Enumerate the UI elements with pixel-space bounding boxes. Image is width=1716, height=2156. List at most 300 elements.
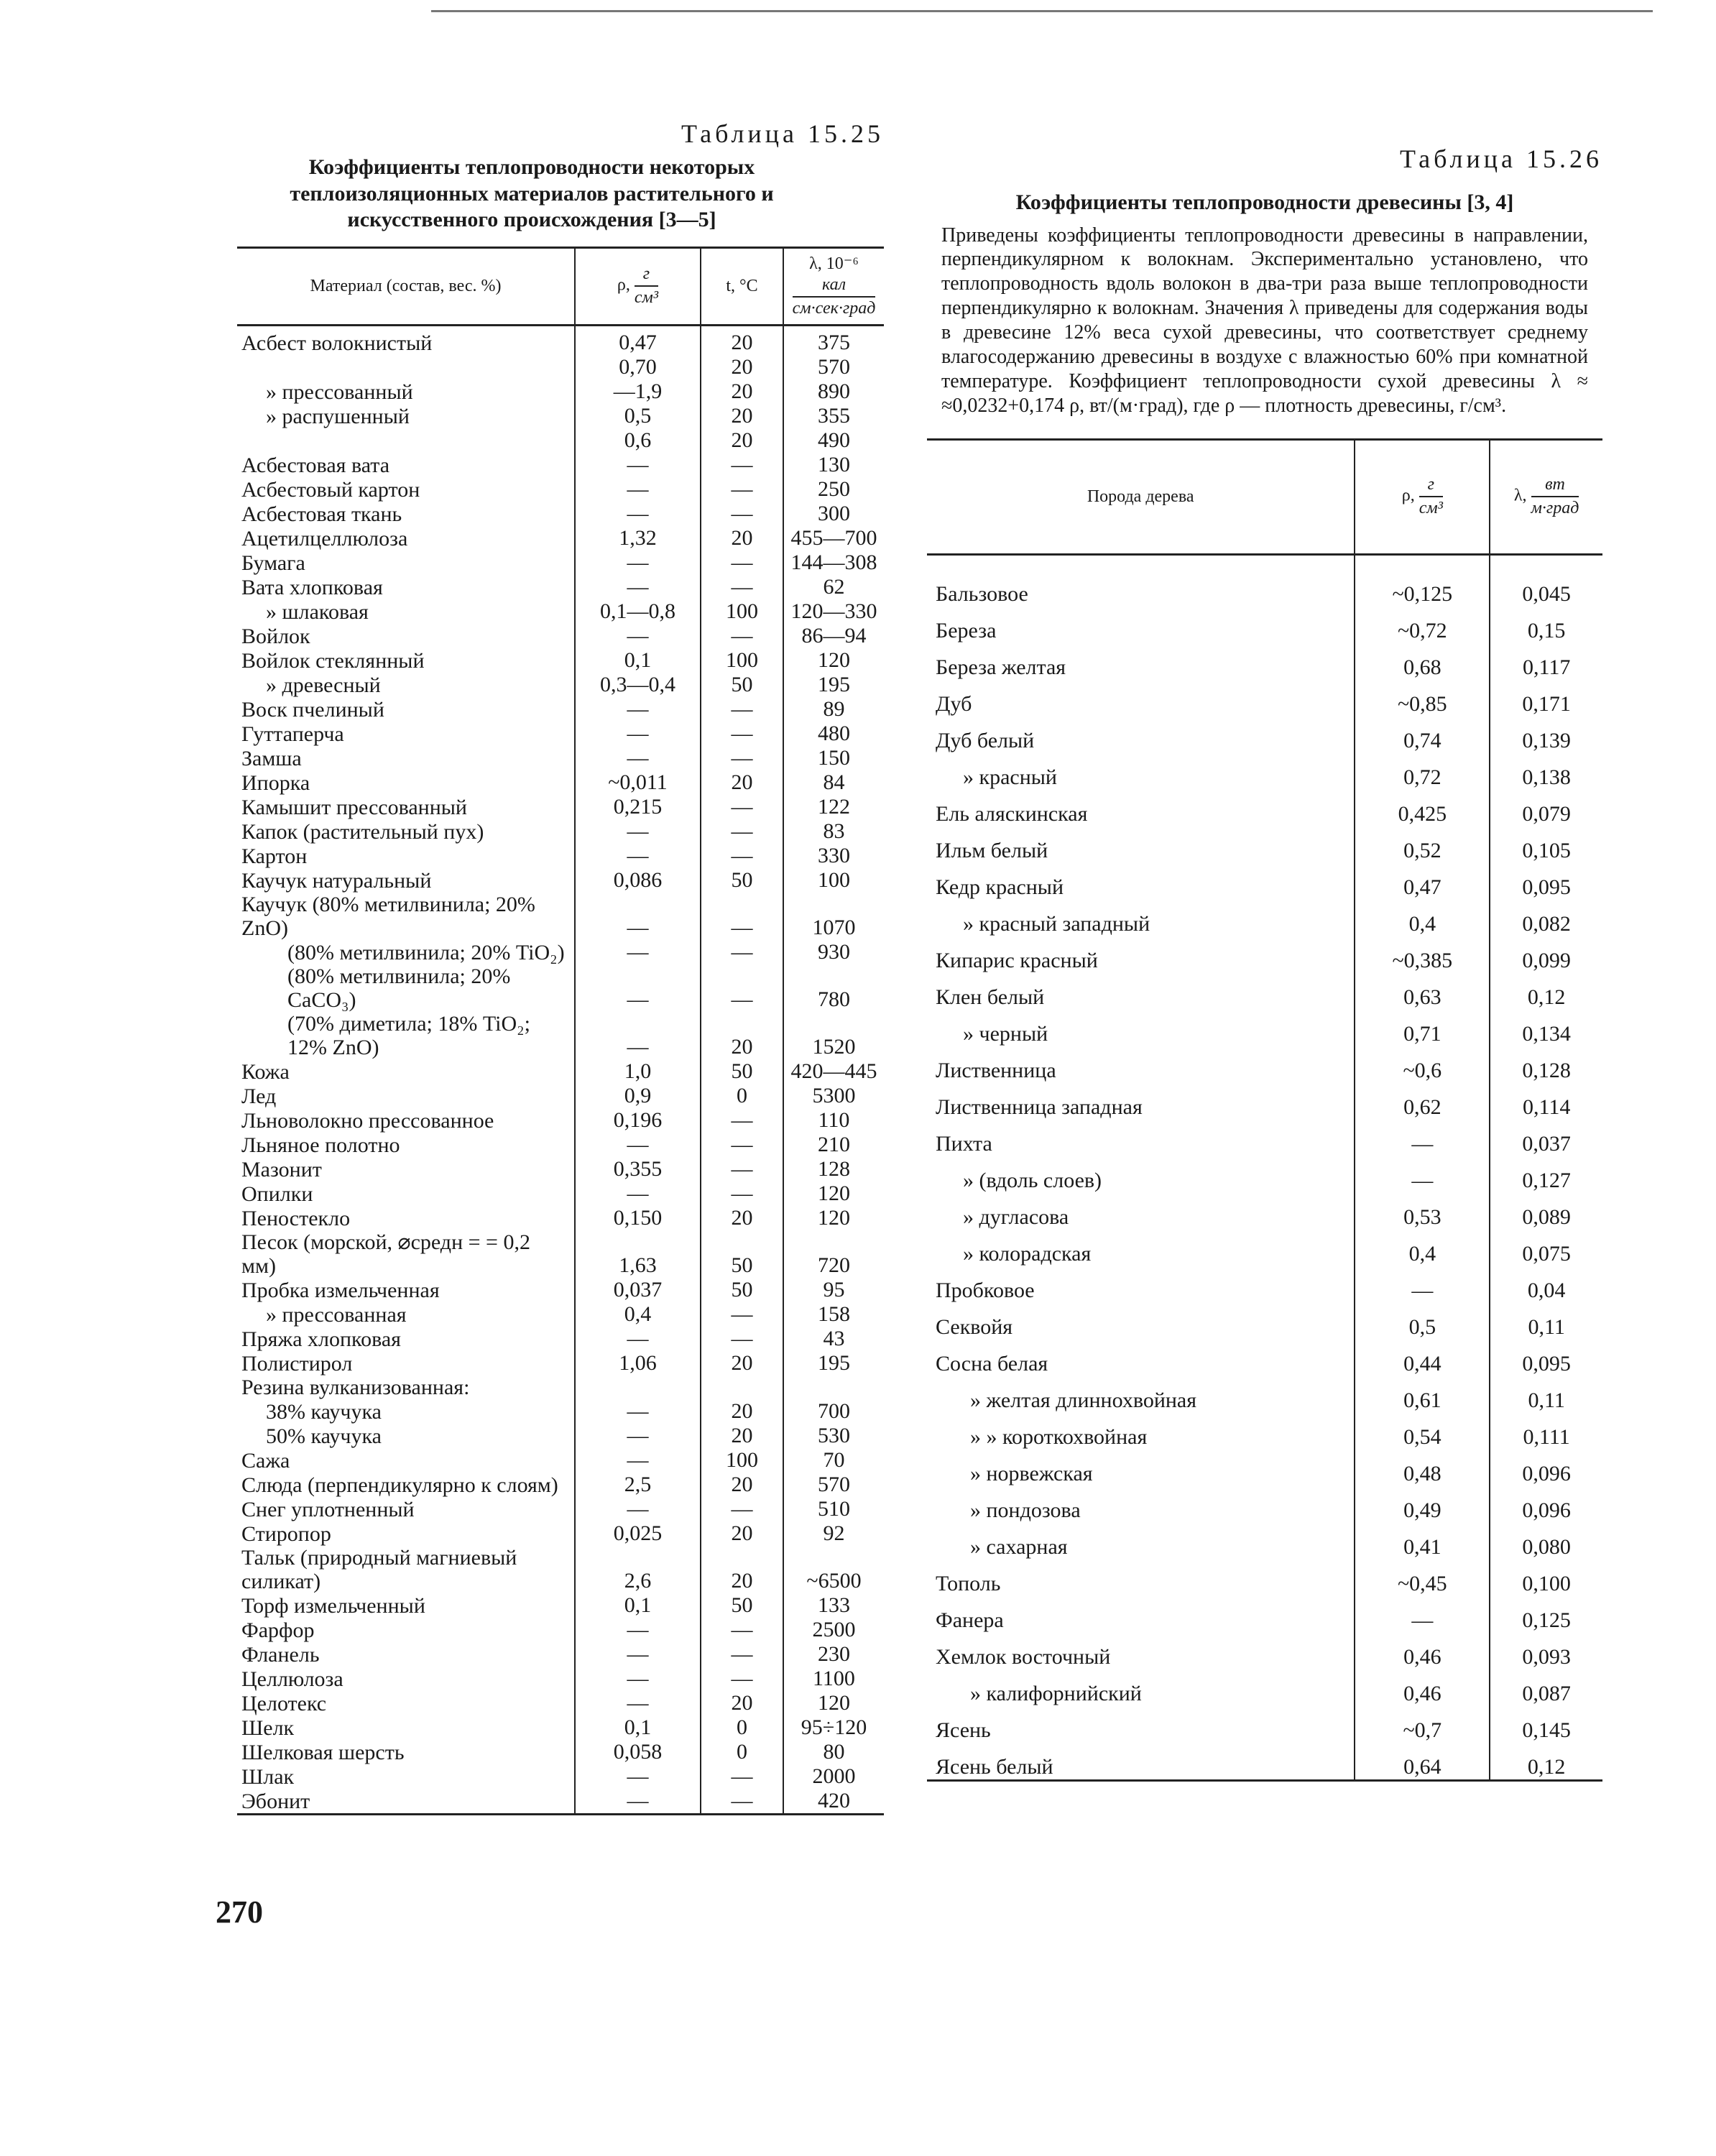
density-value: — xyxy=(575,964,701,1012)
wood-species-name: Сосна белая xyxy=(936,1351,1048,1376)
table-row xyxy=(237,1764,884,1789)
table-row xyxy=(237,404,884,428)
conductivity-value: 0,138 xyxy=(1490,753,1602,790)
table-row xyxy=(237,355,884,379)
table-row xyxy=(927,1669,1602,1706)
table-row xyxy=(927,1230,1602,1266)
conductivity-value: 130 xyxy=(783,453,884,477)
wood-species-name: Дуб xyxy=(936,691,972,716)
temperature-value: 20 xyxy=(701,428,783,453)
material-name xyxy=(237,428,575,453)
temperature-value: 100 xyxy=(701,648,783,673)
table-row xyxy=(927,1486,1602,1523)
conductivity-value: 420 xyxy=(783,1789,884,1815)
table-15-25-section xyxy=(237,119,884,1815)
conductivity-value: 0,111 xyxy=(1490,1413,1602,1450)
temperature-value: — xyxy=(701,453,783,477)
wood-species-name: Лиственница xyxy=(936,1058,1056,1082)
conductivity-value: 0,12 xyxy=(1490,973,1602,1010)
material-name: Резина вулканизованная: xyxy=(241,1376,470,1400)
table-row xyxy=(237,1593,884,1618)
density-value: 0,3—0,4 xyxy=(575,673,701,697)
table-row xyxy=(237,379,884,404)
wood-species-name: » (вдоль слоев) xyxy=(963,1168,1102,1192)
density-value: 0,71 xyxy=(1355,1010,1490,1046)
table-row xyxy=(927,1413,1602,1450)
conductivity-value: 0,082 xyxy=(1490,900,1602,936)
material-name: » прессованная xyxy=(266,1303,407,1327)
temperature-value: — xyxy=(701,1618,783,1642)
conductivity-value: 1100 xyxy=(783,1667,884,1691)
table-title: Коэффициенты теплопроводности некоторых теплоизоляционных материалов растительного и искусственного происхождения [3—5] xyxy=(290,155,774,232)
density-value: 0,44 xyxy=(1355,1340,1490,1376)
conductivity-value: 0,095 xyxy=(1490,863,1602,900)
density-value: — xyxy=(575,1618,701,1642)
conductivity-value: 86—94 xyxy=(783,624,884,648)
wood-species-name: Секвойя xyxy=(936,1314,1013,1339)
density-value: — xyxy=(575,502,701,526)
temperature-value: — xyxy=(701,1302,783,1327)
wood-species-name: » желтая длиннохвойная xyxy=(970,1388,1197,1412)
density-value: 0,058 xyxy=(575,1740,701,1764)
temperature-value: 100 xyxy=(701,1448,783,1473)
material-name: » древесный xyxy=(266,673,381,698)
temperature-value: — xyxy=(701,722,783,746)
material-name: Пряжа хлопковая xyxy=(241,1327,401,1352)
table-row xyxy=(927,1450,1602,1486)
table-row xyxy=(927,1303,1602,1340)
insulation-materials-table xyxy=(237,247,884,1815)
material-name: Стиропор xyxy=(241,1522,331,1547)
density-value: — xyxy=(575,1424,701,1448)
density-unit-fraction: $\frac{г}{\text{см³}}$ xyxy=(1419,474,1443,518)
material-name: Войлок стеклянный xyxy=(241,649,425,673)
conductivity-value: 0,11 xyxy=(1490,1303,1602,1340)
temperature-value: 20 xyxy=(701,326,783,356)
conductivity-value: 0,15 xyxy=(1490,607,1602,643)
table-row xyxy=(237,1059,884,1084)
table-row xyxy=(927,554,1602,607)
conductivity-value: 120 xyxy=(783,648,884,673)
density-value: — xyxy=(575,1133,701,1157)
material-name: Слюда (перпендикулярно к слоям) xyxy=(241,1473,558,1498)
density-value: ~0,7 xyxy=(1355,1706,1490,1743)
temperature-value: 0 xyxy=(701,1740,783,1764)
density-value: 0,1 xyxy=(575,1715,701,1740)
density-value: — xyxy=(575,1327,701,1351)
density-value: 0,355 xyxy=(575,1157,701,1181)
table-row xyxy=(927,1706,1602,1743)
material-name xyxy=(237,355,575,379)
material-name: (80% метилвинила; 20% CaCO₃) xyxy=(287,964,511,1013)
conductivity-value: 0,114 xyxy=(1490,1083,1602,1120)
table-row xyxy=(237,1691,884,1715)
material-name: (70% диметила; 18% TiO₂; 12% ZnO) xyxy=(287,1012,530,1060)
table-row xyxy=(237,795,884,819)
wood-species-name: Фанера xyxy=(936,1608,1004,1632)
density-value: 0,4 xyxy=(1355,900,1490,936)
temperature-value: 20 xyxy=(701,1521,783,1546)
conductivity-value: 1520 xyxy=(783,1012,884,1059)
conductivity-value: 0,089 xyxy=(1490,1193,1602,1230)
temperature-value: 20 xyxy=(701,1473,783,1497)
temperature-value: 20 xyxy=(701,1012,783,1059)
density-value: 1,0 xyxy=(575,1059,701,1084)
temperature-value: — xyxy=(701,1789,783,1815)
table-row xyxy=(237,1157,884,1181)
conductivity-value: 0,099 xyxy=(1490,936,1602,973)
conductivity-value: 210 xyxy=(783,1133,884,1157)
conductivity-value: 0,128 xyxy=(1490,1046,1602,1083)
table-row xyxy=(237,1473,884,1497)
density-value: 0,5 xyxy=(575,404,701,428)
density-unit-fraction: $\frac{г}{\text{см³}}$ xyxy=(634,264,659,308)
conductivity-value xyxy=(783,1376,884,1399)
temperature-value: — xyxy=(701,1181,783,1206)
density-value: — xyxy=(575,1399,701,1424)
density-value: 0,46 xyxy=(1355,1669,1490,1706)
table-caption: Таблица 15.25 xyxy=(681,119,884,148)
material-name: 50% каучука xyxy=(266,1424,382,1449)
density-value: 2,6 xyxy=(575,1546,701,1593)
density-value: 0,5 xyxy=(1355,1303,1490,1340)
density-value xyxy=(575,1376,701,1399)
density-value: — xyxy=(575,550,701,575)
conductivity-value: 355 xyxy=(783,404,884,428)
conductivity-value: 195 xyxy=(783,673,884,697)
table-row xyxy=(237,1740,884,1764)
wood-species-name: Ясень белый xyxy=(936,1754,1053,1779)
temperature-value: — xyxy=(701,940,783,964)
conductivity-value: 375 xyxy=(783,326,884,356)
table-row xyxy=(237,1278,884,1302)
conductivity-value: 2000 xyxy=(783,1764,884,1789)
material-name: Эбонит xyxy=(241,1789,310,1814)
conductivity-value: 95÷120 xyxy=(783,1715,884,1740)
table-row xyxy=(927,680,1602,717)
density-value: — xyxy=(575,1448,701,1473)
material-name: Каучук натуральный xyxy=(241,869,432,893)
wood-species-name: Бальзовое xyxy=(936,581,1028,606)
table-row xyxy=(927,607,1602,643)
table-row xyxy=(237,964,884,1012)
conductivity-value: 70 xyxy=(783,1448,884,1473)
density-value: — xyxy=(575,697,701,722)
temperature-value: 20 xyxy=(701,770,783,795)
conductivity-value: 158 xyxy=(783,1302,884,1327)
temperature-value: — xyxy=(701,1133,783,1157)
conductivity-value: 144—308 xyxy=(783,550,884,575)
table-row xyxy=(927,1010,1602,1046)
conductivity-value: 0,134 xyxy=(1490,1010,1602,1046)
table-row xyxy=(927,753,1602,790)
table-row xyxy=(927,1156,1602,1193)
material-name: Фарфор xyxy=(241,1618,315,1643)
wood-species-name: » пондозова xyxy=(970,1498,1081,1522)
material-name: Пробка измельченная xyxy=(241,1279,440,1303)
table-row xyxy=(927,1046,1602,1083)
density-value: —1,9 xyxy=(575,379,701,404)
table-row xyxy=(237,1181,884,1206)
table-row xyxy=(237,1302,884,1327)
temperature-value: — xyxy=(701,502,783,526)
conductivity-value: 0,145 xyxy=(1490,1706,1602,1743)
temperature-value: — xyxy=(701,1327,783,1351)
conductivity-value: 128 xyxy=(783,1157,884,1181)
material-name: Песок (морской, ⌀средн = = 0,2 мм) xyxy=(241,1230,530,1279)
density-value: ~0,125 xyxy=(1355,554,1490,607)
table-row xyxy=(237,453,884,477)
material-name: » шлаковая xyxy=(266,600,369,625)
conductivity-value: 84 xyxy=(783,770,884,795)
density-value: 0,72 xyxy=(1355,753,1490,790)
wood-species-name: Хемлок восточный xyxy=(936,1644,1111,1669)
table-title: Коэффициенты теплопроводности древесины [3, 4] xyxy=(1015,190,1514,214)
conductivity-value: 0,171 xyxy=(1490,680,1602,717)
header-conductivity: λ, $\frac{вт}{\text{м·град}}$ xyxy=(1490,439,1602,554)
conductivity-value: 0,093 xyxy=(1490,1633,1602,1669)
conductivity-value: 530 xyxy=(783,1424,884,1448)
table-row xyxy=(237,1108,884,1133)
material-name: Замша xyxy=(241,747,302,771)
material-name: Фланель xyxy=(241,1643,320,1667)
conductivity-value: 5300 xyxy=(783,1084,884,1108)
material-name: Торф измельченный xyxy=(241,1594,425,1618)
header-density: ρ, $\frac{г}{\text{см³}}$ xyxy=(575,247,701,325)
density-value: 0,1 xyxy=(575,1593,701,1618)
material-name: Целотекс xyxy=(241,1692,327,1716)
table-row xyxy=(927,826,1602,863)
table-row xyxy=(237,746,884,770)
density-value: — xyxy=(575,1642,701,1667)
conductivity-value: 0,079 xyxy=(1490,790,1602,826)
temperature-value: 20 xyxy=(701,1424,783,1448)
material-name: Каучук (80% метилвинила; 20% ZnO) xyxy=(241,893,535,941)
wood-species-name: » красный xyxy=(963,765,1057,789)
temperature-value: — xyxy=(701,795,783,819)
header-density: ρ, $\frac{г}{\text{см³}}$ xyxy=(1355,439,1490,554)
conductivity-value: 780 xyxy=(783,964,884,1012)
table-row xyxy=(237,1521,884,1546)
insulation-materials-body xyxy=(237,326,884,1815)
conductivity-value: 110 xyxy=(783,1108,884,1133)
density-value: 0,52 xyxy=(1355,826,1490,863)
material-name: Шелк xyxy=(241,1716,295,1741)
wood-species-name: Береза xyxy=(936,618,997,642)
temperature-value: — xyxy=(701,746,783,770)
wood-species-name: » дугласова xyxy=(963,1204,1069,1229)
density-value: 0,196 xyxy=(575,1108,701,1133)
conductivity-value: 0,096 xyxy=(1490,1486,1602,1523)
table-caption: Таблица 15.26 xyxy=(1400,144,1602,173)
density-value: 0,48 xyxy=(1355,1450,1490,1486)
material-name: Асбест волокнистый xyxy=(241,331,433,356)
table-row xyxy=(237,1327,884,1351)
conductivity-value: 120 xyxy=(783,1691,884,1715)
material-name: Опилки xyxy=(241,1182,313,1207)
table-row xyxy=(237,428,884,453)
density-value: 0,74 xyxy=(1355,717,1490,753)
density-value: — xyxy=(575,819,701,844)
density-value: — xyxy=(1355,1266,1490,1303)
material-name: Пеностекло xyxy=(241,1207,351,1231)
header-species: Порода дерева xyxy=(927,439,1355,554)
conductivity-value: 930 xyxy=(783,940,884,964)
temperature-value: — xyxy=(701,893,783,940)
conductivity-value: 700 xyxy=(783,1399,884,1424)
temperature-value: — xyxy=(701,844,783,868)
table-row xyxy=(237,1351,884,1376)
material-name: Ацетилцеллюлоза xyxy=(241,527,408,551)
wood-species-name: Кедр красный xyxy=(936,875,1064,899)
temperature-value: 20 xyxy=(701,379,783,404)
table-row xyxy=(237,1399,884,1424)
table-row xyxy=(927,936,1602,973)
wood-species-name: Ель аляскинская xyxy=(936,801,1088,826)
conductivity-value: 510 xyxy=(783,1497,884,1521)
table-row xyxy=(237,1789,884,1815)
conductivity-value: 0,12 xyxy=(1490,1743,1602,1781)
conductivity-value: 570 xyxy=(783,1473,884,1497)
density-value: — xyxy=(575,1181,701,1206)
density-value: — xyxy=(575,893,701,940)
density-value: — xyxy=(575,624,701,648)
conductivity-value: 0,080 xyxy=(1490,1523,1602,1560)
table-row xyxy=(927,1743,1602,1781)
density-value: 0,025 xyxy=(575,1521,701,1546)
table-row xyxy=(927,973,1602,1010)
temperature-value: 50 xyxy=(701,1230,783,1278)
conductivity-value: 150 xyxy=(783,746,884,770)
temperature-value: — xyxy=(701,1642,783,1667)
temperature-value: — xyxy=(701,964,783,1012)
wood-conductivity-body xyxy=(927,554,1602,1780)
temperature-value: — xyxy=(701,1497,783,1521)
wood-species-name: Лиственница западная xyxy=(936,1095,1143,1119)
density-value: — xyxy=(575,940,701,964)
table-row xyxy=(927,790,1602,826)
temperature-value: 20 xyxy=(701,355,783,379)
table-row xyxy=(927,1083,1602,1120)
table-row xyxy=(237,1012,884,1059)
table-row xyxy=(237,326,884,356)
wood-species-name: Ясень xyxy=(936,1718,991,1742)
table-row xyxy=(237,1642,884,1667)
table-row xyxy=(237,673,884,697)
density-value: ~0,85 xyxy=(1355,680,1490,717)
density-value: — xyxy=(575,1497,701,1521)
table-row xyxy=(237,1448,884,1473)
temperature-value: — xyxy=(701,550,783,575)
material-name: » распушенный xyxy=(266,405,410,429)
temperature-value: — xyxy=(701,819,783,844)
density-value: ~0,72 xyxy=(1355,607,1490,643)
temperature-value: — xyxy=(701,1667,783,1691)
density-value: 1,63 xyxy=(575,1230,701,1278)
conductivity-value: 0,100 xyxy=(1490,1560,1602,1596)
conductivity-value: 455—700 xyxy=(783,526,884,550)
conductivity-value: 80 xyxy=(783,1740,884,1764)
material-name: Целлюлоза xyxy=(241,1667,343,1692)
wood-species-name: » красный западный xyxy=(963,911,1150,936)
temperature-value: 50 xyxy=(701,1059,783,1084)
conductivity-value: 120 xyxy=(783,1206,884,1230)
table-row xyxy=(927,717,1602,753)
material-name: Льняное полотно xyxy=(241,1133,400,1158)
density-value: 2,5 xyxy=(575,1473,701,1497)
table-row xyxy=(237,550,884,575)
conductivity-value: 120 xyxy=(783,1181,884,1206)
conductivity-value: 62 xyxy=(783,575,884,599)
density-value: 0,49 xyxy=(1355,1486,1490,1523)
wood-species-name: » сахарная xyxy=(970,1534,1068,1559)
table-row xyxy=(927,1120,1602,1156)
conductivity-value: 120—330 xyxy=(783,599,884,624)
wood-species-name: Пробковое xyxy=(936,1278,1035,1302)
density-value: — xyxy=(575,1789,701,1815)
conductivity-value: 570 xyxy=(783,355,884,379)
material-name: Тальк (природный магниевый силикат) xyxy=(241,1546,517,1594)
temperature-value: 50 xyxy=(701,1593,783,1618)
density-value: ~0,45 xyxy=(1355,1560,1490,1596)
temperature-value xyxy=(701,1376,783,1399)
conductivity-value: 720 xyxy=(783,1230,884,1278)
density-value: 0,425 xyxy=(1355,790,1490,826)
density-value: 0,62 xyxy=(1355,1083,1490,1120)
density-value: 0,68 xyxy=(1355,643,1490,680)
table-row xyxy=(927,1340,1602,1376)
density-value: 1,06 xyxy=(575,1351,701,1376)
material-name: Камышит прессованный xyxy=(241,796,467,820)
table-row xyxy=(237,770,884,795)
density-value: — xyxy=(575,575,701,599)
table-row xyxy=(237,1206,884,1230)
density-value: 0,41 xyxy=(1355,1523,1490,1560)
table-row xyxy=(237,1230,884,1278)
conductivity-value: 490 xyxy=(783,428,884,453)
material-name: Асбестовый картон xyxy=(241,478,420,502)
density-value: 0,47 xyxy=(575,326,701,356)
density-value: 0,61 xyxy=(1355,1376,1490,1413)
material-name: Снег уплотненный xyxy=(241,1498,415,1522)
table-row xyxy=(927,1596,1602,1633)
temperature-value: 0 xyxy=(701,1715,783,1740)
density-value: 0,46 xyxy=(1355,1633,1490,1669)
table-row xyxy=(237,1376,884,1399)
wood-species-name: Кипарис красный xyxy=(936,948,1098,972)
density-value: 0,9 xyxy=(575,1084,701,1108)
conductivity-value: 890 xyxy=(783,379,884,404)
conductivity-value: 0,105 xyxy=(1490,826,1602,863)
material-name: Вата хлопковая xyxy=(241,576,383,600)
temperature-value: — xyxy=(701,624,783,648)
wood-conductivity-table xyxy=(927,438,1602,1782)
table-row xyxy=(927,1193,1602,1230)
density-value: ~0,385 xyxy=(1355,936,1490,973)
wood-species-name: » колорадская xyxy=(963,1241,1092,1266)
table-row xyxy=(927,1560,1602,1596)
conductivity-value: 0,037 xyxy=(1490,1120,1602,1156)
table-row xyxy=(237,868,884,893)
table-row xyxy=(927,1376,1602,1413)
conductivity-value: 0,127 xyxy=(1490,1156,1602,1193)
table-row xyxy=(237,1133,884,1157)
material-name: Войлок xyxy=(241,625,310,649)
wood-species-name: Клен белый xyxy=(936,985,1045,1009)
density-value: — xyxy=(1355,1596,1490,1633)
conductivity-value: 0,045 xyxy=(1490,554,1602,607)
table-row xyxy=(237,1715,884,1740)
